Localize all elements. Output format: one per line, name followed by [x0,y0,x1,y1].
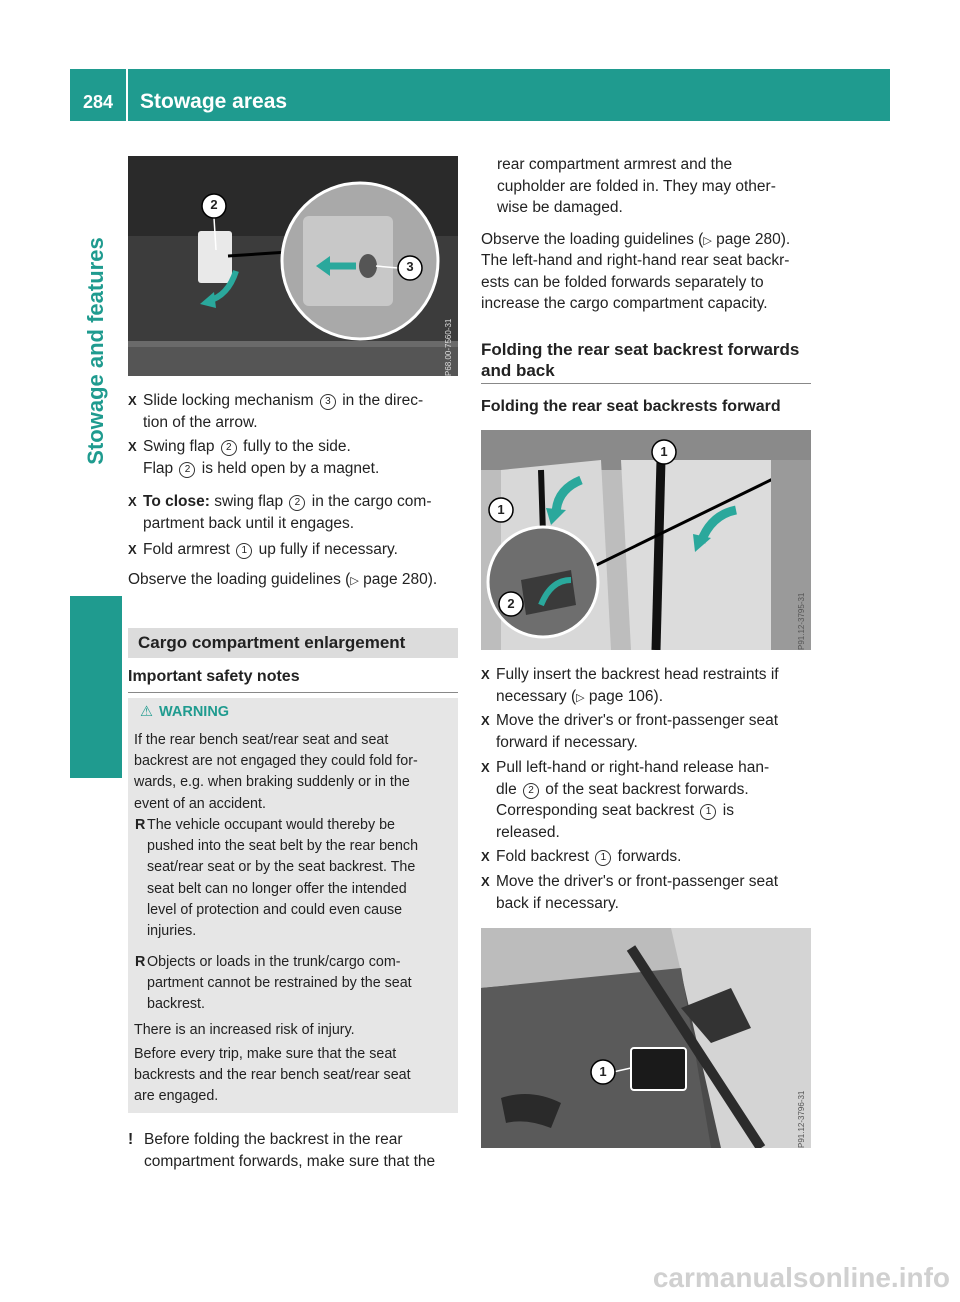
page-title: Stowage areas [140,90,288,113]
right-continuation: rear compartment armrest and the cupholder are folded in. They may other- wise be damaged. [497,156,776,216]
observe-guidelines-right: Observe the loading guidelines (▷ page 280). [481,231,791,248]
figure-code: P68.00-7560-31 [444,318,453,376]
section-title: Cargo compartment enlargement [138,633,406,652]
side-tab-label: Stowage and features [83,237,108,465]
warning-risk: There is an increased risk of injury. [134,1022,355,1038]
callout-3: 3 [406,259,414,274]
step-move-seat-forward: X Move the driver's or front-passenger seat forward if necessary. [481,712,779,751]
figure-rear-seat-backrests [481,430,811,650]
callout-2: 2 [210,197,218,212]
page-number: 284 [82,92,114,112]
header-divider [126,69,128,121]
section-title-folding: Folding the rear seat backrest forwards and back [481,340,800,380]
callout-1: 1 [599,1064,607,1079]
step-fold-armrest: X Fold armrest 1 up fully if necessary. [128,541,398,558]
callout-2: 2 [507,596,515,611]
section-banner [128,628,458,658]
warning-intro: If the rear bench seat/rear seat and seat backrest are not engaged they could fold for- wards, e.g. when braking suddenly or in the event of an accident. [134,732,418,812]
step-move-seat-back: X Move the driver's or front-passenger seat back if necessary. [481,873,779,912]
figure-locking-mechanism [128,156,458,376]
notice: ! Before folding the backrest in the rear compartment forwards, make sure that the [128,1131,436,1170]
step-to-close: X To close: swing flap 2 in the cargo com- partment back until it engages. [128,493,432,532]
callout-1b: 1 [497,502,505,517]
observe-guidelines-left: Observe the loading guidelines (▷ page 280). [128,571,438,588]
warning-closing: Before every trip, make sure that the seat backrests and the rear bench seat/rear seat are engaged. [134,1046,411,1105]
notice-marker: ! [128,1131,134,1148]
warning-label: ⚠ WARNING [140,704,230,720]
rule [481,383,811,384]
subsection-title: Important safety notes [128,668,300,685]
step-fold-backrest: X Fold backrest 1 forwards. [481,848,682,865]
figure-code: P91.12-3796-31 [797,1090,806,1148]
page-header [70,69,890,121]
warning-box [128,698,458,1113]
subsection-title-folding: Folding the rear seat backrests forward [481,398,781,415]
warning-triangle-icon: ⚠ [140,704,153,720]
warning-bullet-2: R Objects or loads in the trunk/cargo com- partment cannot be restrained by the seat backrest. [135,954,412,1013]
warning-bullet-1: R The vehicle occupant would thereby be pushed into the seat belt by the rear bench seat/rear seat or by the seat backrest. The seat belt can no longer offer the intended level of protection and could even cause injuries. [135,817,419,940]
capacity-paragraph: The left-hand and right-hand rear seat backr- ests can be folded forwards separately to increase the cargo compartment capacity. [481,252,790,312]
step-insert-head-restraints: X Fully insert the backrest head restraints if necessary (▷ page 106). [481,666,779,705]
callout-1a: 1 [660,444,668,459]
side-tab-marker [70,596,122,778]
rule [128,692,458,693]
step-pull-release-handle: X Pull left-hand or right-hand release han- dle 2 of the seat backrest forwards. Corresponding seat backrest 1 is released. [481,759,770,841]
circle-num: 3 [320,394,336,410]
figure-code: P91.12-3795-31 [797,592,806,650]
step-swing-flap: X Swing flap 2 fully to the side. Flap 2 is held open by a magnet. [128,438,380,477]
watermark: carmanualsonline.info [652,1262,950,1293]
step-slide-locking: X Slide locking mechanism 3 in the direc- tion of the arrow. [128,392,424,431]
side-tab [70,121,122,1281]
figure-release-handle [481,928,811,1148]
